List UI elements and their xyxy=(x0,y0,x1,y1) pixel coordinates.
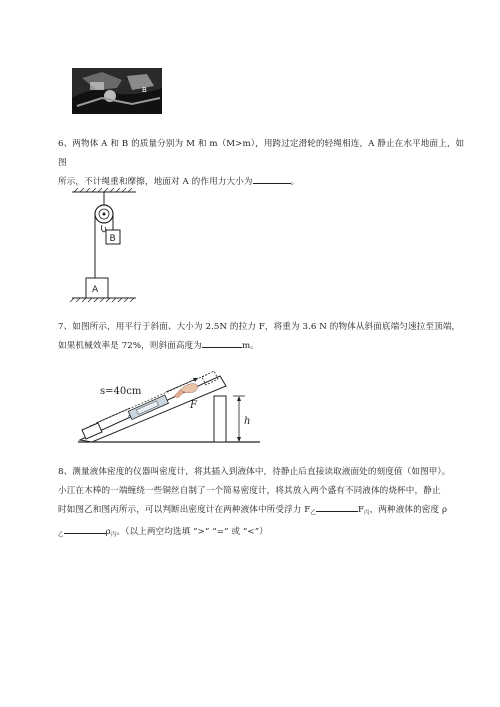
q6-answer-blank[interactable] xyxy=(253,173,291,184)
photo-label-b: B xyxy=(142,86,147,94)
q8-line-3 xyxy=(58,501,468,523)
q8-line-4 xyxy=(58,523,468,545)
force-label: F xyxy=(190,400,197,411)
q8-line-2: 小江在木棒的一端缠绕一些铜丝自制了一个简易密度计，将其放入两个盛有不同液体的烧杯中，静止 xyxy=(58,486,441,496)
pulley-figure xyxy=(70,188,140,304)
incline-figure xyxy=(70,368,265,448)
q7-line-2 xyxy=(58,337,468,356)
question-8 xyxy=(58,463,468,545)
sub-yi-1: 乙 xyxy=(310,510,316,516)
q8-blank-2[interactable] xyxy=(64,523,106,534)
q7-number: 7、 xyxy=(58,322,73,332)
q7-answer-blank[interactable] xyxy=(202,337,242,348)
top-photo-figure xyxy=(72,68,162,114)
q8-text-4a: ρ xyxy=(105,527,111,537)
q6-text-end: 。 xyxy=(290,177,300,187)
sub-bing-2: 丙 xyxy=(110,532,117,538)
q8-blank-1[interactable] xyxy=(316,501,358,512)
q6-line-1 xyxy=(58,135,468,173)
q7-line-1 xyxy=(58,318,468,337)
q8-text-1: 测量液体密度的仪器叫密度计，将其插入到液体中，待静止后直接读取液面处的刻度值（如图甲）。 xyxy=(72,467,451,477)
height-label: h xyxy=(244,416,251,427)
question-6 xyxy=(58,135,468,192)
pulley-label-b: B xyxy=(109,234,116,244)
q7-text-end: m。 xyxy=(241,341,259,351)
q6-text-1: 两物体 A 和 B 的质量分别为 M 和 m（M>m），用跨过定滑轮的轻绳相连，A 静止在水平地面上，如图 xyxy=(58,139,465,168)
sub-yi-2: 乙 xyxy=(58,532,64,538)
q8-text-3b: F xyxy=(357,505,365,515)
q8-text-3a: 时如图乙和图丙所示，可以判断出密度计在两种液体中所受浮力 F xyxy=(58,505,311,515)
q7-text-1: 如图所示，用平行于斜面、大小为 2.5N 的拉力 F，将重为 3.6 N 的物体从斜面底端匀速拉至顶端， xyxy=(72,322,461,332)
question-7 xyxy=(58,318,468,356)
q6-number: 6、 xyxy=(58,139,73,149)
sub-bing-1: 丙 xyxy=(364,510,370,516)
q8-text-3c: ，两种液体的密度 ρ xyxy=(369,505,448,515)
q8-line-1 xyxy=(58,463,468,482)
q8-number: 8、 xyxy=(58,467,73,477)
pulley-label-a: A xyxy=(92,285,99,295)
q7-text-2: 如果机械效率是 72%，则斜面高度为 xyxy=(58,341,202,351)
q8-text-4b: 。（以上两空均选填 “>” “=” 或 “<”） xyxy=(116,527,268,537)
q6-text-2: 所示，不计绳重和摩擦，地面对 A 的作用力大小为 xyxy=(58,177,253,187)
distance-label: s=40cm xyxy=(100,386,142,397)
